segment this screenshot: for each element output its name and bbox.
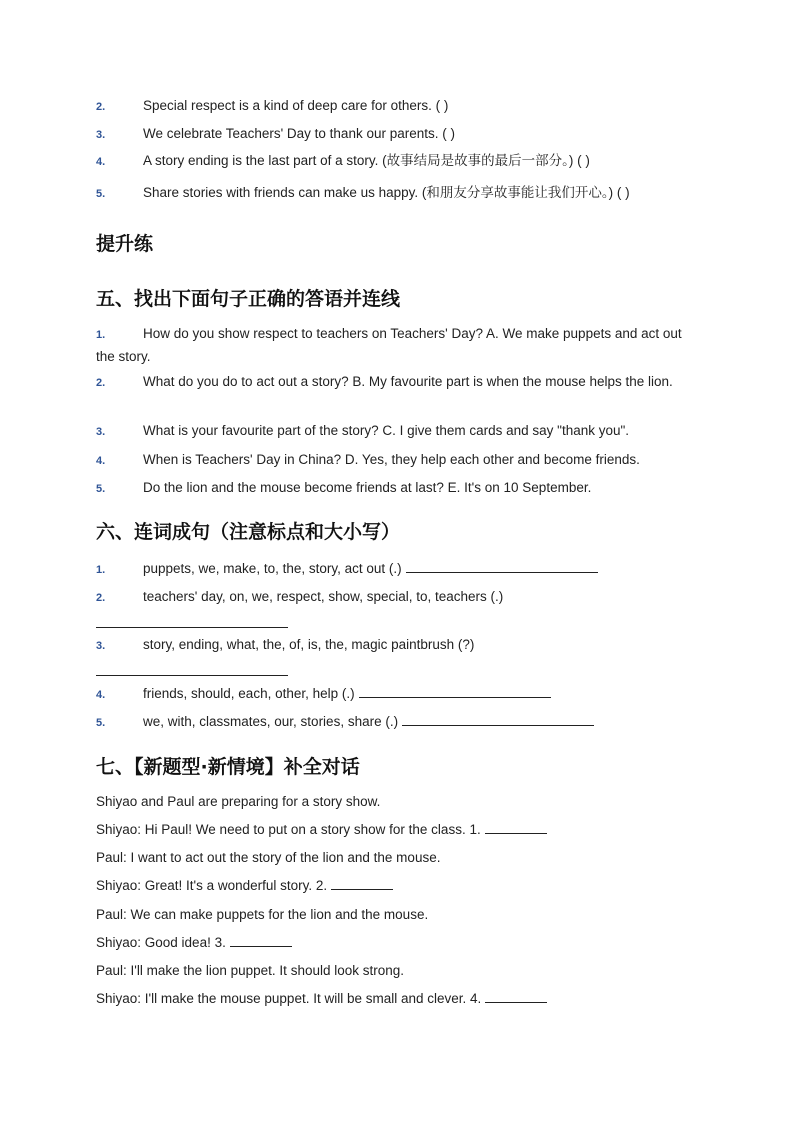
item-text: We celebrate Teachers' Day to thank our parents. ( ): [143, 126, 455, 141]
answer-blank[interactable]: [96, 663, 288, 676]
dialogue-text: Shiyao: Great! It's a wonderful story. 2.: [96, 878, 328, 893]
answer-blank[interactable]: [359, 685, 551, 698]
dialogue-text: Paul: I'll make the lion puppet. It should look strong.: [96, 963, 405, 978]
dialogue-line: [96, 989, 706, 1009]
list-item: [96, 323, 696, 367]
item-text: we, with, classmates, our, stories, share (.): [143, 714, 399, 729]
practice-heading: 提升练: [96, 233, 154, 255]
list-item: [96, 123, 696, 146]
answer-blank[interactable]: [485, 821, 547, 834]
item-text: Special respect is a kind of deep care for others. ( ): [143, 98, 449, 113]
answer-blank[interactable]: [406, 560, 598, 573]
section5-heading: 五、找出下面句子正确的答语并连线: [96, 288, 401, 310]
item-text: Do the lion and the mouse become friends at last? E. It's on 10 September.: [143, 480, 592, 495]
list-item: [96, 182, 696, 205]
list-item: [96, 95, 696, 118]
answer-blank[interactable]: [331, 877, 393, 890]
list-item: [96, 477, 696, 500]
item-text: story, ending, what, the, of, is, the, magic paintbrush (?): [143, 637, 475, 652]
dialogue-line: [96, 933, 706, 953]
item-number: 4.: [96, 455, 106, 467]
dialogue-text: Shiyao: Hi Paul! We need to put on a story show for the class. 1.: [96, 822, 481, 837]
dialogue-line: [96, 820, 706, 840]
dialogue-line: [96, 905, 706, 925]
list-item: [96, 420, 696, 443]
item-text: A story ending is the last part of a story. (故事结局是故事的最后一部分。) ( ): [143, 153, 590, 168]
item-number: 4.: [96, 156, 106, 168]
list-item: [96, 586, 696, 628]
item-number: 5.: [96, 717, 106, 729]
item-text: teachers' day, on, we, respect, show, special, to, teachers (.): [143, 589, 504, 604]
answer-blank[interactable]: [402, 713, 594, 726]
item-number: 5.: [96, 188, 106, 200]
dialogue-line: [96, 876, 706, 896]
item-number: 3.: [96, 426, 106, 438]
item-number: 5.: [96, 483, 106, 495]
list-item: [96, 371, 696, 394]
answer-blank[interactable]: [96, 615, 288, 628]
dialogue-text: Paul: We can make puppets for the lion and the mouse.: [96, 907, 429, 922]
item-number: 3.: [96, 129, 106, 141]
item-number: 4.: [96, 689, 106, 701]
dialogue-intro: Shiyao and Paul are preparing for a story show.: [96, 794, 381, 809]
item-number: 3.: [96, 640, 106, 652]
item-text: puppets, we, make, to, the, story, act out (.): [143, 561, 402, 576]
answer-blank[interactable]: [230, 934, 292, 947]
item-text: What is your favourite part of the story? C. I give them cards and say "thank you".: [143, 423, 630, 438]
item-number: 2.: [96, 592, 106, 604]
item-number: 1.: [96, 564, 106, 576]
item-number: 2.: [96, 101, 106, 113]
item-text: Share stories with friends can make us happy. (和朋友分享故事能让我们开心。) ( ): [143, 185, 630, 200]
section6-heading: 六、连词成句（注意标点和大小写）: [96, 521, 401, 543]
dialogue-line: [96, 961, 706, 981]
list-item: [96, 150, 696, 173]
item-text: When is Teachers' Day in China? D. Yes, they help each other and become friends.: [143, 452, 640, 467]
dialogue-line: [96, 848, 706, 868]
dialogue-text: Shiyao: I'll make the mouse puppet. It will be small and clever. 4.: [96, 991, 482, 1006]
answer-blank[interactable]: [485, 990, 547, 1003]
section7-heading: 七、【新题型·新情境】补全对话: [96, 756, 360, 778]
item-text: How do you show respect to teachers on Teachers' Day? A. We make puppets and act out the story.: [96, 326, 682, 364]
item-number: 2.: [96, 377, 106, 389]
dialogue-text: Shiyao: Good idea! 3.: [96, 935, 226, 950]
item-number: 1.: [96, 329, 106, 341]
list-item: [96, 711, 696, 734]
item-text: What do you do to act out a story? B. My favourite part is when the mouse helps the lion.: [143, 374, 673, 389]
list-item: [96, 449, 696, 472]
list-item: [96, 558, 696, 581]
list-item: [96, 683, 696, 706]
dialogue-text: Paul: I want to act out the story of the lion and the mouse.: [96, 850, 441, 865]
item-text: friends, should, each, other, help (.): [143, 686, 355, 701]
list-item: [96, 634, 696, 676]
